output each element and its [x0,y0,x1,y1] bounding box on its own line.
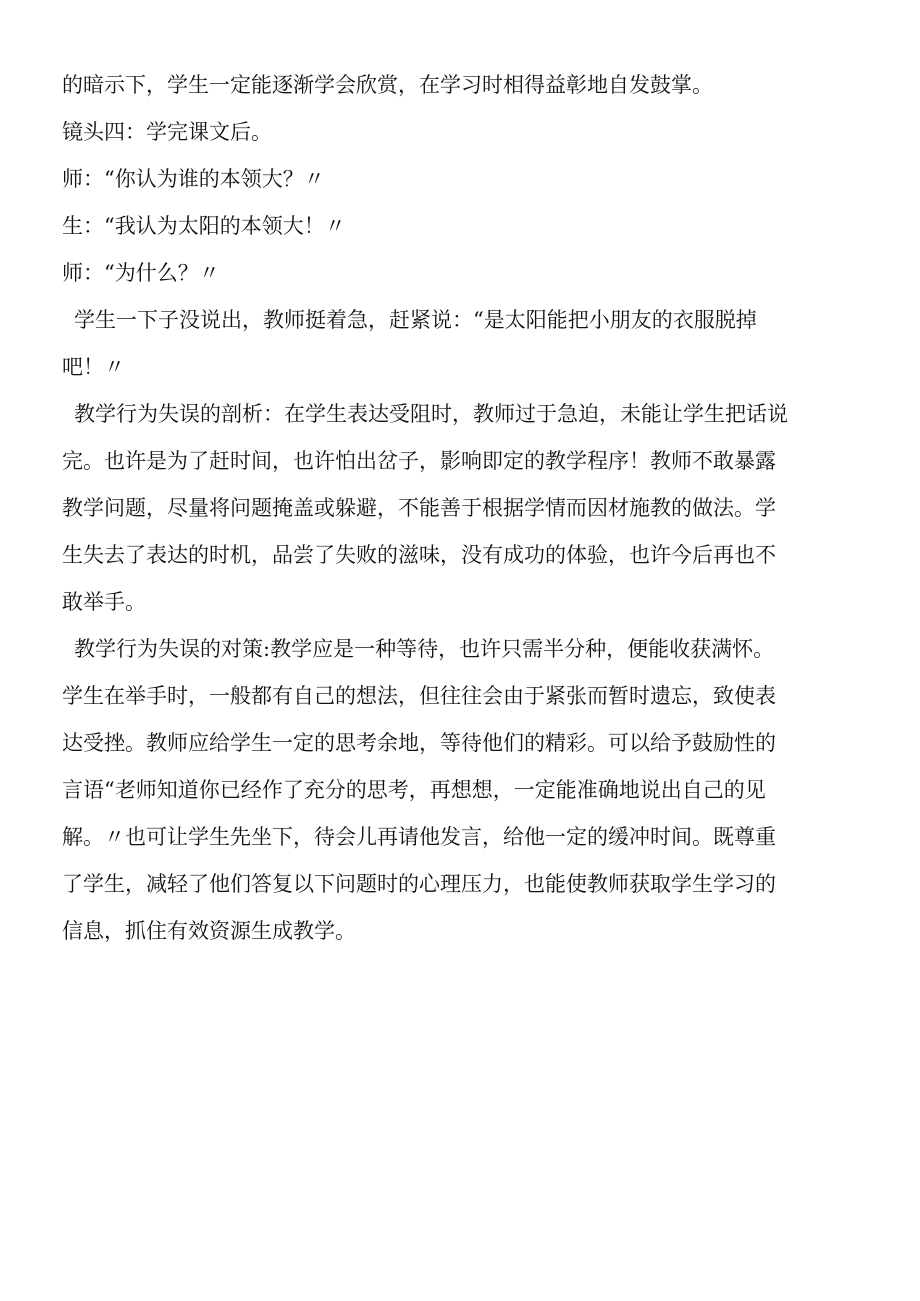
text-line: 生：“我认为太阳的本领大！〃 [62,214,346,238]
text-line: 解。〃也可让学生先坐下，待会儿再请他发言，给他一定的缓冲时间。既尊重 [62,825,776,849]
text-line: 了学生，减轻了他们答复以下问题时的心理压力，也能使教师获取学生学习的 [62,872,776,896]
text-line: 言语“老师知道你已经作了充分的思考，再想想，一定能准确地说出自己的见 [62,778,766,802]
text-line: 信息，抓住有效资源生成教学。 [62,919,356,943]
text-line: 吧！〃 [62,355,125,379]
text-line: 学生一下子没说出，教师挺着急，赶紧说：“是太阳能把小朋友的衣服脱掉 [74,308,757,332]
text-line: 教学问题，尽量将问题掩盖或躲避，不能善于根据学情而因材施教的做法。学 [62,496,776,520]
text-line: 的暗示下，学生一定能逐渐学会欣赏，在学习时相得益彰地自发鼓掌。 [62,73,713,97]
document-page [62,62,862,955]
text-line: 敢举手。 [62,590,146,614]
text-line: 学生在举手时，一般都有自己的想法，但往往会由于紧张而暂时遗忘，致使表 [62,684,776,708]
text-line: 完。也许是为了赶时间，也许怕出岔子，影响即定的教学程序！教师不敢暴露 [62,449,776,473]
text-line: 师：“你认为谁的本领大？〃 [62,167,325,191]
text-line: 师：“为什么？〃 [62,261,220,285]
text-line: 教学行为失误的剖析：在学生表达受阻时，教师过于急迫，未能让学生把话说 [74,402,788,426]
text-line: 达受挫。教师应给学生一定的思考余地，等待他们的精彩。可以给予鼓励性的 [62,731,776,755]
text-line: 镜头四：学完课文后。 [62,120,272,144]
text-line: 生失去了表达的时机，品尝了失败的滋味，没有成功的体验，也许今后再也不 [62,543,776,567]
text-line: 教学行为失误的对策:教学应是一种等待，也许只需半分种，便能收获满怀。 [74,637,775,661]
